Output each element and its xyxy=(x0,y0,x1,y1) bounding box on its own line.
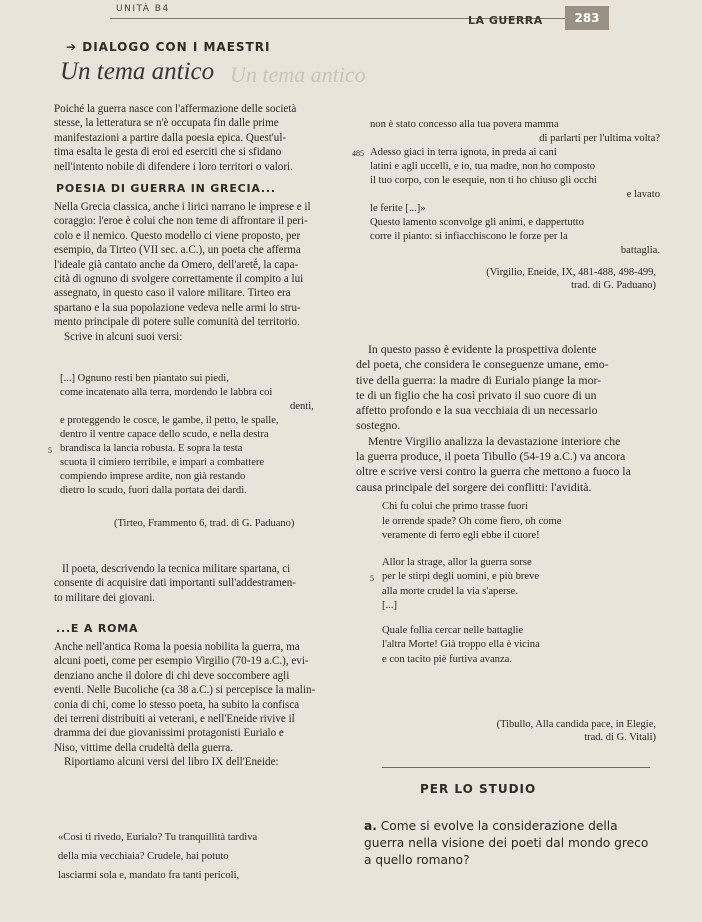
verse-line: dietro lo scudo, fuori dalla portata dei dardi. xyxy=(60,485,247,496)
text-line: dei terreni distribuiti ai veterani, e nell'Eneide rivive il xyxy=(54,713,295,726)
verse-line: e lavato xyxy=(626,189,660,200)
chapter-title: LA GUERRA xyxy=(468,14,543,27)
aeneid-citation xyxy=(440,266,656,292)
verse-number: 5 xyxy=(48,446,52,455)
question-letter: a. xyxy=(364,819,377,833)
rome-paragraph xyxy=(54,640,344,770)
verse-line: corre il pianto: si infiacchiscono le forze per la xyxy=(370,231,568,242)
verse-line: «Così ti rivedo, Eurialo? Tu tranquillità tardiva xyxy=(58,832,258,843)
verse-line: latini e agli uccelli, e io, tua madre, non ho composto xyxy=(370,161,596,172)
text-line: oltre e scrive versi contro la guerra che mettono a fuoco la xyxy=(356,464,631,479)
text-line: eventi. Nelle Bucoliche (ca 38 a.C.) si percepisce la malin- xyxy=(54,684,316,697)
page-title: Un tema antico xyxy=(60,58,215,85)
verse-line: lasciarmi sola e, mandato fra tanti pericoli, xyxy=(58,870,240,881)
tirteo-comment xyxy=(54,562,344,605)
verse-number: 5 xyxy=(370,574,374,583)
verse-line: [...] xyxy=(382,600,398,611)
verse-line: per le stirpi degli uomini, e più breve xyxy=(382,571,540,582)
verse-line: battaglia. xyxy=(620,245,660,256)
greece-paragraph xyxy=(54,200,344,344)
text-line: del poeta, che considera le conseguenze umane, emo- xyxy=(356,357,609,372)
verse-line: di parlarti per l'ultima volta? xyxy=(539,133,660,144)
text-line: Scrive in alcuni suoi versi: xyxy=(64,330,183,343)
text-line: conia di chi, come lo stesso poeta, ha subito la confisca xyxy=(54,698,300,711)
verse-line: compiendo imprese ardite, non già restando xyxy=(60,471,246,482)
text-line: mento principale di potere sulle comunità del territorio. xyxy=(54,316,300,329)
verse-line: [...] Ognuno resti ben piantato sui piedi, xyxy=(60,373,229,384)
text-line: nell'intento nobile di difendere i loro territori o valori. xyxy=(54,160,293,173)
verse-line: alla morte crudel la via s'aperse. xyxy=(382,585,519,597)
section-label: ➔ DIALOGO CON I MAESTRI xyxy=(66,40,271,54)
verse-line: non è stato concesso alla tua povera mamma xyxy=(370,119,559,130)
text-line: cità di ognuno di svolgere correttamente il compito a lui xyxy=(54,273,304,286)
verse-line: brandisca la lancia robusta. E sopra la testa xyxy=(60,443,243,454)
verse-gap xyxy=(382,614,662,624)
verse-line: Chi fu colui che primo trasse fuori xyxy=(382,501,528,512)
text-line: alcuni poeti, come per esempio Virgilio (70-19 a.C.), evi- xyxy=(54,655,309,668)
text-line: l'ideale già cantato anche da Omero, dell'aretḗ, la capa- xyxy=(54,258,299,271)
text-line: denziano anche il dolore di chi deve soccombere agli xyxy=(54,669,290,682)
tibullo-citation xyxy=(430,718,656,744)
question-text: Come si evolve la considerazione della guerra nella visione dei poeti dal mondo greco a quello romano? xyxy=(364,819,649,867)
text-line: tima esalta le gesta di eroi ed eserciti che si sfidano xyxy=(54,146,282,159)
verse-line: le orrende spade? Oh come fiero, oh come xyxy=(382,515,562,527)
verse-number: 485 xyxy=(352,149,364,158)
verse-line: della mia vecchiaia? Crudele, hai potuto xyxy=(58,851,229,862)
study-heading: PER LO STUDIO xyxy=(420,782,537,796)
text-line: la guerra produce, il poeta Tibullo (54-19 a.C.) va ancora xyxy=(356,449,626,464)
verse-line: come incatenato alla terra, mordendo le labbra coi xyxy=(60,387,273,398)
text-line: Mentre Virgilio analizza la devastazione interiore che xyxy=(368,433,621,448)
aeneid-verses xyxy=(370,118,660,258)
text-line: esempio, da Tirteo (VII sec. a.C.), un poeta che afferma xyxy=(54,244,301,257)
tirteo-citation: (Tirteo, Frammento 6, trad. di G. Paduano) xyxy=(114,518,295,529)
text-line: Niso, vittime della crudeltà della guerra. xyxy=(54,741,233,754)
citation-line: (Virgilio, Eneide, IX, 481-488, 498-499, xyxy=(486,267,656,278)
verse-line: denti, xyxy=(290,401,314,412)
text-line: Il poeta, descrivendo la tecnica militare spartana, ci xyxy=(62,563,291,575)
text-line: consente di acquisire dati importanti sull'addestramen- xyxy=(54,577,296,590)
citation-line: trad. di G. Vitali) xyxy=(584,732,656,743)
virgil-comment xyxy=(356,342,656,495)
rome-heading: ...E A ROMA xyxy=(56,622,139,635)
text-line: Riportiamo alcuni versi del libro IX dell'Eneide: xyxy=(64,756,279,769)
text-line: tive della guerra: la madre di Eurialo piange la mor- xyxy=(356,372,602,387)
text-line: spartano e la sua popolazione vedeva nelle armi lo stru- xyxy=(54,301,301,314)
verse-gap xyxy=(382,544,662,556)
text-line: stesse, la letteratura se n'è occupata fin dalle prime xyxy=(54,117,279,130)
verse-line: dentro il ventre capace dello scudo, e nella destra xyxy=(60,429,269,440)
verse-line: Allor la strage, allor la guerra sorse xyxy=(382,556,532,568)
section-divider xyxy=(382,767,650,768)
citation-line: (Tibullo, Alla candida pace, in Elegie, xyxy=(496,719,656,730)
verse-line: il tuo corpo, con le esequie, non ti ho chiuso gli occhi xyxy=(370,175,597,186)
study-question xyxy=(364,818,654,869)
citation-line: trad. di G. Paduano) xyxy=(571,280,656,291)
tirteo-verses xyxy=(60,372,350,498)
page-number: 283 xyxy=(565,6,609,30)
verse-line: scuota il cimiero terribile, e impari a combattere xyxy=(60,457,265,468)
text-line: sostegno. xyxy=(356,418,401,433)
text-line: colo e il nemico. Questo modello ci viene proposto, per xyxy=(54,229,301,242)
text-line: manifestazioni a partire dalla poesia epica. Quest'ul- xyxy=(54,131,287,144)
text-line: assegnato, in questo caso il valore militare. Tirteo era xyxy=(54,287,291,300)
text-line: dramma dei due giovanissimi protagonisti Eurialo e xyxy=(54,727,284,740)
text-line: te di un figlio che ha così privato il suo cuore di un xyxy=(356,387,597,402)
intro-paragraph xyxy=(54,102,344,174)
verse-line: e con tacito piè furtiva avanza. xyxy=(382,653,513,665)
text-line: Nella Grecia classica, anche i lirici narrano le imprese e il xyxy=(54,201,311,213)
verse-line: le ferite [...]» xyxy=(370,203,426,214)
text-line: causa principale del sorgere dei conflitti: l'avidità. xyxy=(356,479,592,494)
text-line: Poiché la guerra nasce con l'affermazione delle società xyxy=(54,103,297,115)
text-line: Anche nell'antica Roma la poesia nobilita la guerra, ma xyxy=(54,641,300,653)
verse-line: l'altra Morte! Già troppo ella è vicina xyxy=(382,639,540,650)
title-ghost: Un tema antico xyxy=(230,62,366,87)
unit-label: UNITÀ B4 xyxy=(116,4,170,14)
verse-line: veramente di ferro egli ebbe il cuore! xyxy=(382,530,540,541)
text-line: In questo passo è evidente la prospettiva dolente xyxy=(368,342,597,356)
greece-heading: POESIA DI GUERRA IN GRECIA... xyxy=(56,182,276,195)
verse-line: Adesso giaci in terra ignota, in preda ai cani xyxy=(370,147,557,158)
tibullo-verses xyxy=(382,500,662,667)
verse-line: Quale follia cercar nelle battaglie xyxy=(382,624,524,636)
text-line: to militare dei giovani. xyxy=(54,591,156,604)
aeneid-quote xyxy=(58,828,348,885)
arrow-icon: ➔ xyxy=(66,40,83,54)
text-line: coraggio: l'eroe è colui che non teme di affrontare il peri- xyxy=(54,215,308,228)
verse-line: e proteggendo le cosce, le gambe, il petto, le spalle, xyxy=(60,415,279,426)
text-line: affetto profondo e la sua vecchiaia di un necessario xyxy=(356,403,598,418)
verse-line: Questo lamento sconvolge gli animi, e dappertutto xyxy=(370,217,584,228)
